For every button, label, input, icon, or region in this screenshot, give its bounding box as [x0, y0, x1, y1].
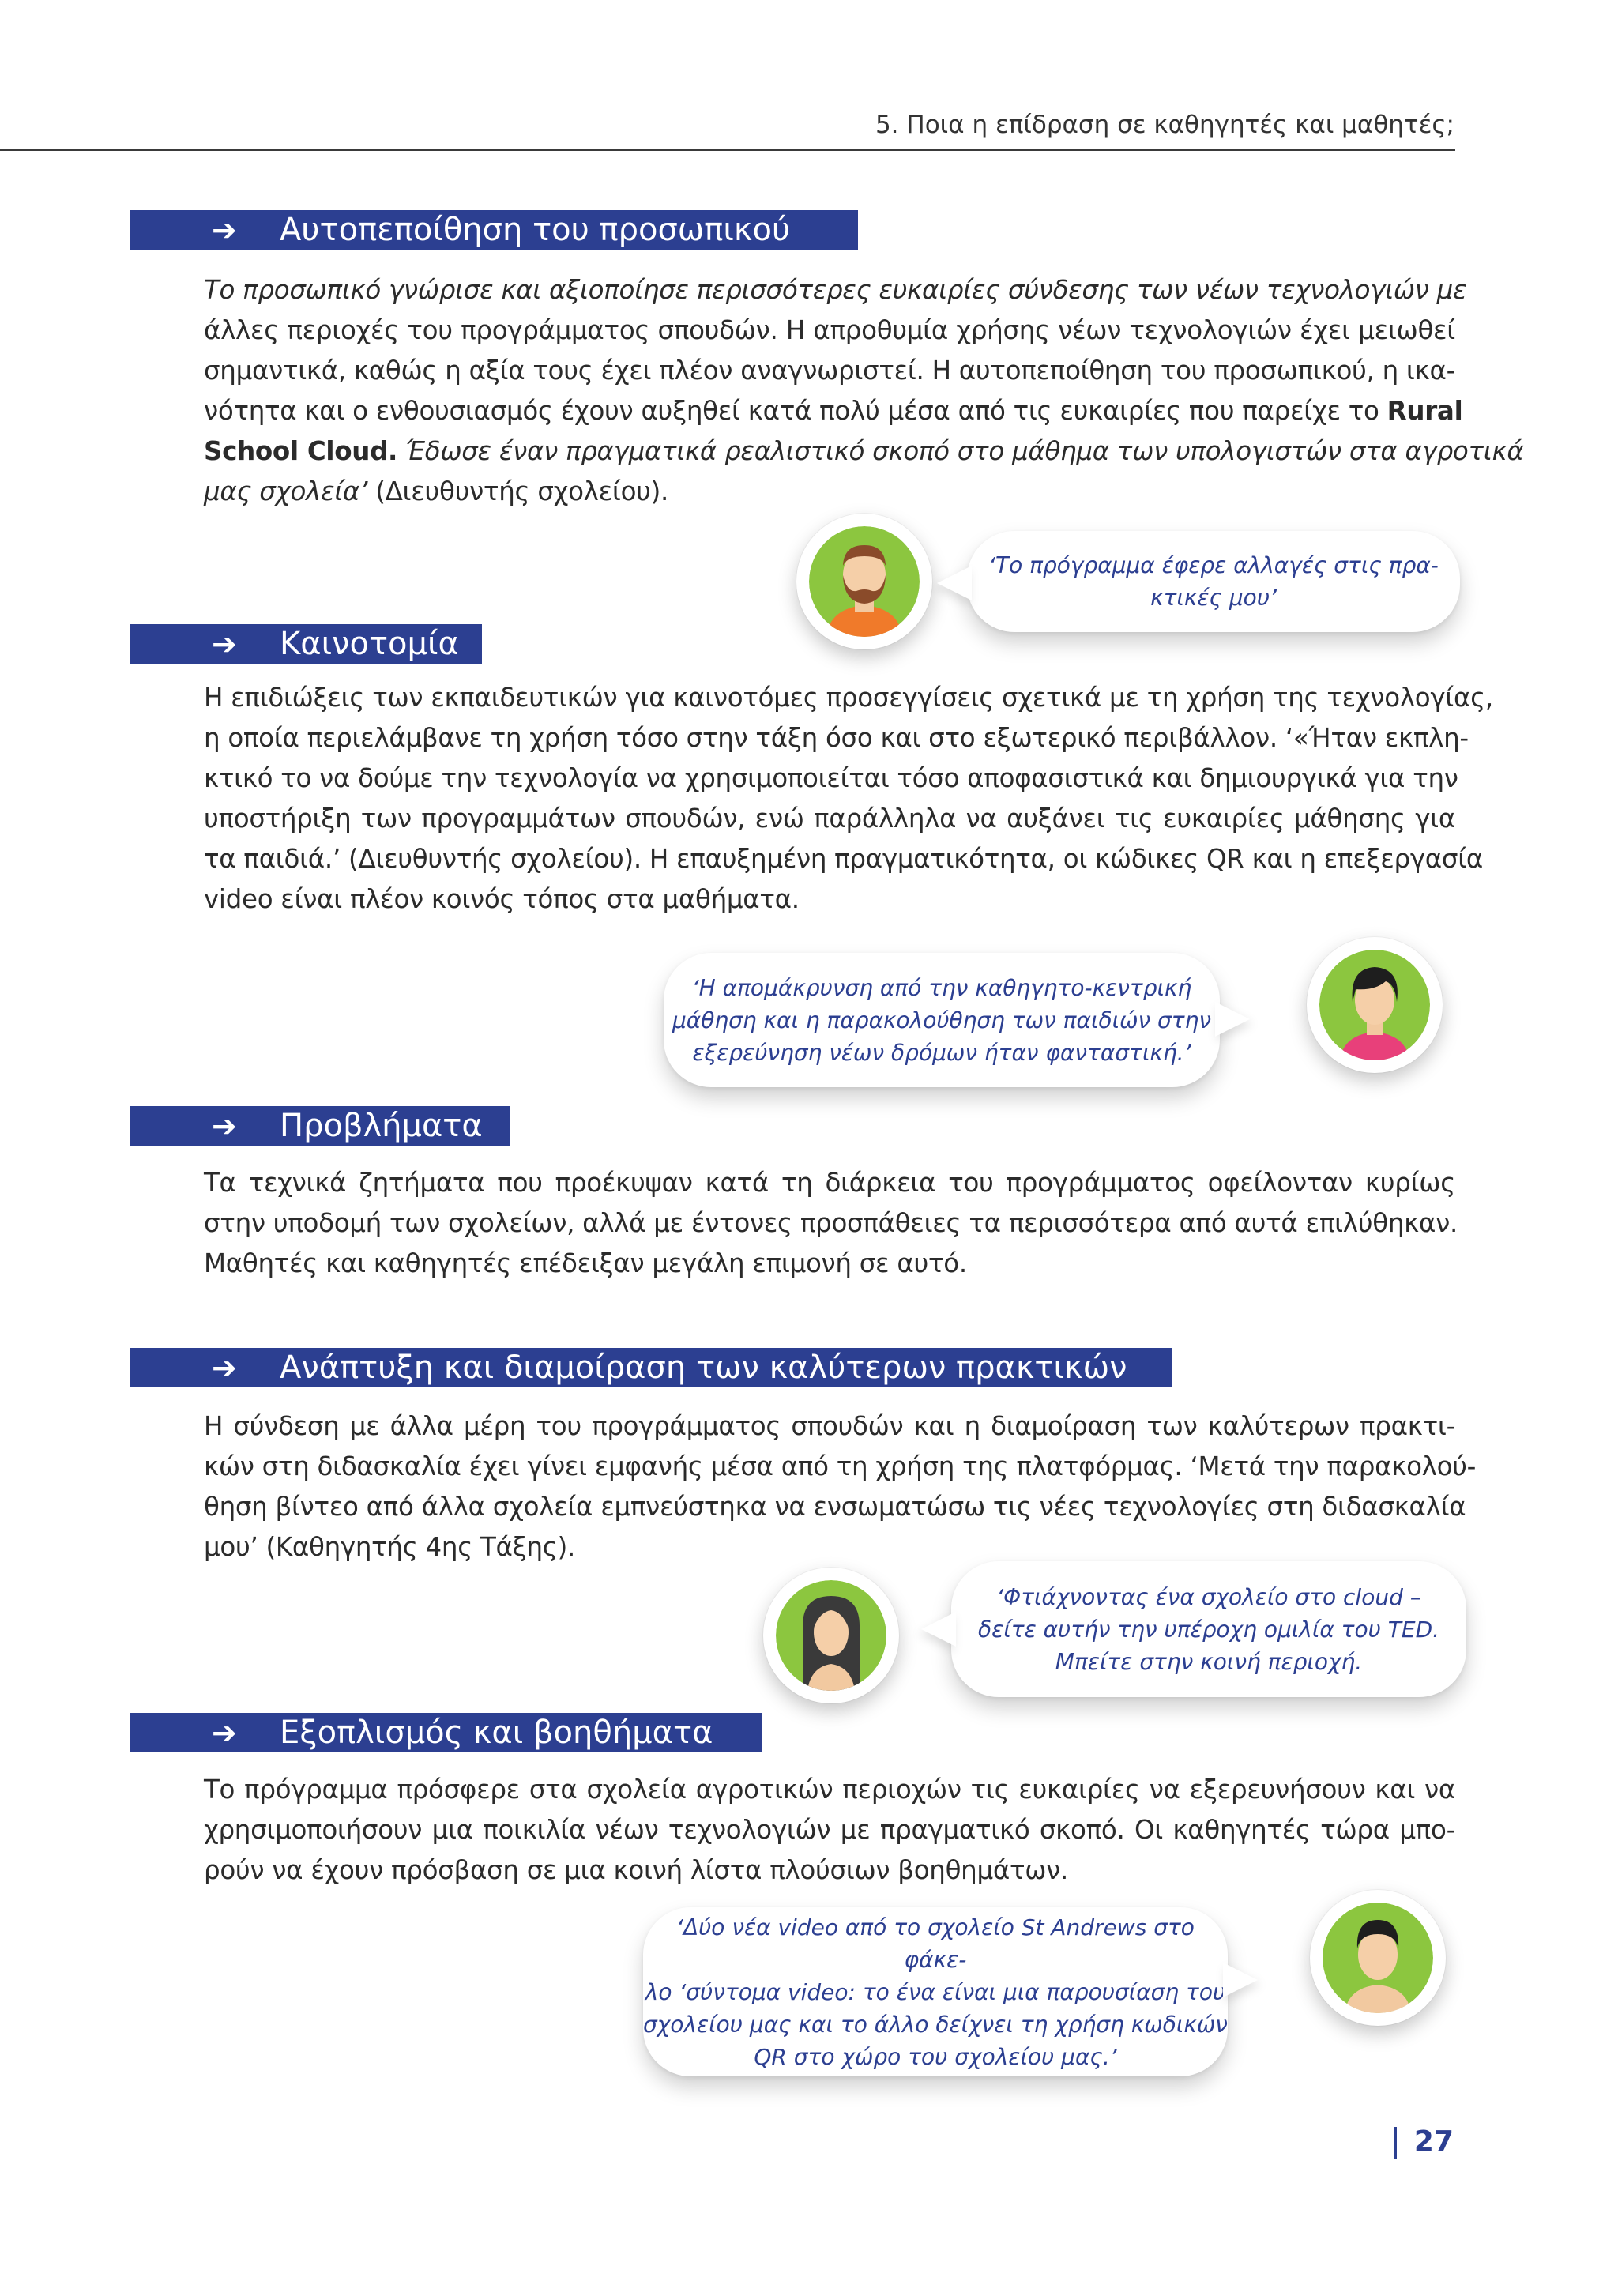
text-line: κών στη διδασκαλία έχει γίνει εμφανής μέσα από τη χρήση της πλατφόρμας. ‘Μετά την παρακολού- [204, 1451, 1477, 1481]
avatar-woman-long-hair [763, 1568, 899, 1703]
arrow-right-icon: ➔ [212, 627, 237, 661]
paragraph-staff-confidence [204, 270, 1524, 512]
text-line: κτικό το να δούμε την τεχνολογία να χρησιμοποιείται τόσο αποφασιστικά και δημιουργικά για την [204, 763, 1458, 793]
text-line: άλλες περιοχές του προγράμματος σπουδών. Η απροθυμία χρήσης νέων τεχνολογιών έχει μειωθεί [204, 315, 1455, 345]
arrow-right-icon: ➔ [212, 213, 237, 247]
woman-icon [1319, 950, 1430, 1060]
header-rule [0, 149, 1455, 151]
text-line: μου’ (Καθηγητής 4ης Τάξης). [204, 1532, 575, 1562]
paragraph-equipment [204, 1770, 1455, 1891]
text-line: θηση βίντεο από άλλα σχολεία εμπνεύστηκα να ενσωματώσω τις νέες τεχνολογίες στη διδασκαλία [204, 1492, 1466, 1522]
section-title: Καινοτομία [280, 626, 459, 662]
text-line: υποστήριξη των προγραμμάτων σπουδών, ενώ παράλληλα να αυξάνει τις ευκαιρίες μάθησης για [204, 804, 1455, 834]
bubble-tail [937, 566, 972, 600]
arrow-right-icon: ➔ [212, 1108, 237, 1143]
arrow-right-icon: ➔ [212, 1350, 237, 1385]
text-line: Μαθητές και καθηγητές επέδειξαν μεγάλη επιμονή σε αυτό. [204, 1248, 967, 1278]
bubble-tail [1223, 1963, 1258, 1997]
paragraph-best-practices [204, 1406, 1477, 1568]
paragraph-problems [204, 1163, 1458, 1284]
running-header: 5. Ποια η επίδραση σε καθηγητές και μαθητές; [875, 111, 1454, 139]
text-line: μας σχολεία’ (Διευθυντής σχολείου). [204, 476, 669, 506]
page-number-divider [1394, 2127, 1397, 2159]
quote-bubble-4: ‘Δύο νέα video από το σχολείο St Andrews στο φάκε- λο ‘σύντομα video: το ένα είναι μια παρουσίαση του σχολείου μας και το άλλο δείχνει τη χρήση κωδικών QR στο χώρο του σχολείου μας.’ [643, 1907, 1228, 2076]
text-line: Η επιδιώξεις των εκπαιδευτικών για καινοτόμες προσεγγίσεις σχετικά με τη χρήση της τεχνολογίας, [204, 683, 1493, 713]
text-line: ρούν να έχουν πρόσβαση σε μια κοινή λίστα πλούσιων βοηθημάτων. [204, 1855, 1069, 1885]
quote-bubble-1: ‘Το πρόγραμμα έφερε αλλαγές στις πρα- κτικές μου’ [967, 531, 1460, 632]
text-line: Η σύνδεση με άλλα μέρη του προγράμματος σπουδών και η διαμοίραση των καλύτερων πρακτι- [204, 1411, 1455, 1441]
text-line: χρησιμοποιήσουν μια ποικιλία νέων τεχνολογιών με πραγματικό σκοπό. Οι καθηγητές τώρα μπο- [204, 1815, 1455, 1845]
text-line: στην υποδομή των σχολείων, αλλά με έντονες προσπάθειες τα περισσότερα από αυτά επιλύθηκαν. [204, 1208, 1458, 1238]
woman-long-hair-icon [776, 1580, 886, 1691]
section-heading-staff-confidence [130, 210, 858, 250]
avatar-bearded-man [796, 514, 932, 649]
paragraph-innovation [204, 678, 1493, 920]
bubble-tail [1215, 1002, 1250, 1037]
section-heading-equipment [130, 1713, 762, 1752]
text-line: Τα τεχνικά ζητήματα που προέκυψαν κατά τη διάρκεια του προγράμματος οφείλονταν κυρίως [204, 1168, 1455, 1198]
man-icon [1323, 1903, 1433, 2013]
quote-bubble-2: ‘Η απομάκρυνση από την καθηγητο-κεντρική μάθηση και η παρακολούθηση των παιδιών στην εξερεύνηση νέων δρόμων ήταν φανταστική.’ [664, 953, 1220, 1087]
avatar-man-short-hair [1310, 1890, 1446, 2026]
section-title: Εξοπλισμός και βοηθήματα [280, 1714, 713, 1751]
section-heading-problems [130, 1106, 510, 1146]
section-title: Ανάπτυξη και διαμοίραση των καλύτερων πρακτικών [280, 1349, 1127, 1386]
arrow-right-icon: ➔ [212, 1715, 237, 1750]
text-line: video είναι πλέον κοινός τόπος στα μαθήματα. [204, 884, 800, 914]
section-title: Αυτοπεποίθηση του προσωπικού [280, 212, 791, 248]
man-beard-icon [809, 526, 920, 637]
section-heading-innovation [130, 624, 482, 664]
text-line: η οποία περιελάμβανε τη χρήση τόσο στην τάξη όσο και στο εξωτερικό περιβάλλον. ‘«Ήταν εκπλη- [204, 723, 1469, 753]
section-heading-best-practices [130, 1348, 1172, 1387]
text-line: νότητα και ο ενθουσιασμός έχουν αυξηθεί κατά πολύ μέσα από τις ευκαιρίες που παρείχε το Rural [204, 396, 1463, 426]
quote-bubble-3: ‘Φτιάχνοντας ένα σχολείο στο cloud – δείτε αυτήν την υπέροχη ομιλία του TED. Μπείτε στην κοινή περιοχή. [951, 1561, 1466, 1697]
text-line: τα παιδιά.’ (Διευθυντής σχολείου). Η επαυξημένη πραγματικότητα, οι κώδικες QR και η επεξεργασία [204, 844, 1484, 874]
text-line: σημαντικά, καθώς η αξία τους έχει πλέον αναγνωριστεί. Η αυτοπεποίθηση του προσωπικού, η ικα- [204, 356, 1456, 386]
text-line: School Cloud. Έδωσε έναν πραγματικά ρεαλιστικό σκοπό στο μάθημα των υπολογιστών στα αγροτικά [204, 436, 1524, 466]
section-title: Προβλήματα [280, 1108, 483, 1144]
page-number: 27 [1394, 2125, 1454, 2159]
bubble-tail [921, 1612, 956, 1647]
avatar-woman-short-hair [1307, 937, 1443, 1073]
text-line: Το προσωπικό γνώρισε και αξιοποίησε περισσότερες ευκαιρίες σύνδεσης των νέων τεχνολογιών με [204, 275, 1467, 305]
text-line: Το πρόγραμμα πρόσφερε στα σχολεία αγροτικών περιοχών τις ευκαιρίες να εξερευνήσουν και να [204, 1775, 1455, 1805]
